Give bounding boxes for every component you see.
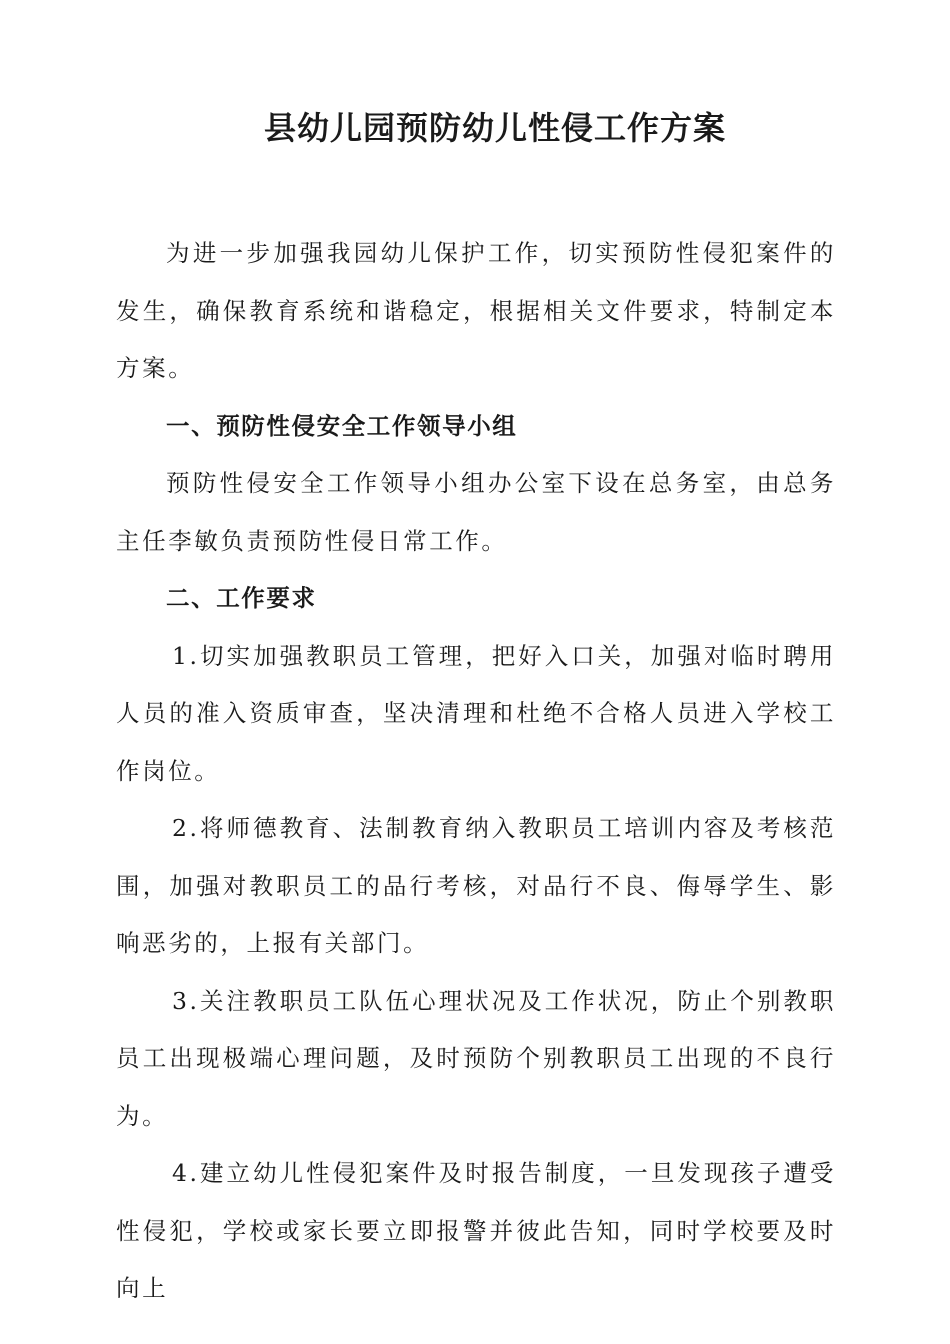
requirement-item-3: 3.关注教职员工队伍心理状况及工作状况，防止个别教职员工出现极端心理问题，及时预防个别教职员工出现的不良行为。 [116, 986, 836, 1130]
leadership-group-paragraph: 预防性侵安全工作领导小组办公室下设在总务室，由总务主任李敏负责预防性侵日常工作。 [116, 469, 836, 555]
requirement-item-4: 4.建立幼儿性侵犯案件及时报告制度，一旦发现孩子遭受性侵犯，学校或家长要立即报警并彼此告知，同时学校要及时向上 [116, 1159, 836, 1302]
requirement-item-2: 2.将师德教育、法制教育纳入教职员工培训内容及考核范围，加强对教职员工的品行考核，对品行不良、侮辱学生、影响恶劣的，上报有关部门。 [116, 814, 836, 957]
requirement-item-1: 1.切实加强教职员工管理，把好入口关，加强对临时聘用人员的准入资质审查，坚决清理和杜绝不合格人员进入学校工作岗位。 [116, 641, 836, 785]
document-title: 县幼儿园预防幼儿性侵工作方案 [263, 109, 726, 147]
intro-paragraph: 为进一步加强我园幼儿保护工作，切实预防性侵犯案件的发生，确保教育系统和谐稳定，根据相关文件要求，特制定本方案。 [116, 239, 836, 382]
document-body [116, 225, 836, 1318]
section-heading-leadership-group: 一、预防性侵安全工作领导小组 [166, 411, 518, 440]
section-heading-work-requirements: 二、工作要求 [166, 584, 317, 612]
